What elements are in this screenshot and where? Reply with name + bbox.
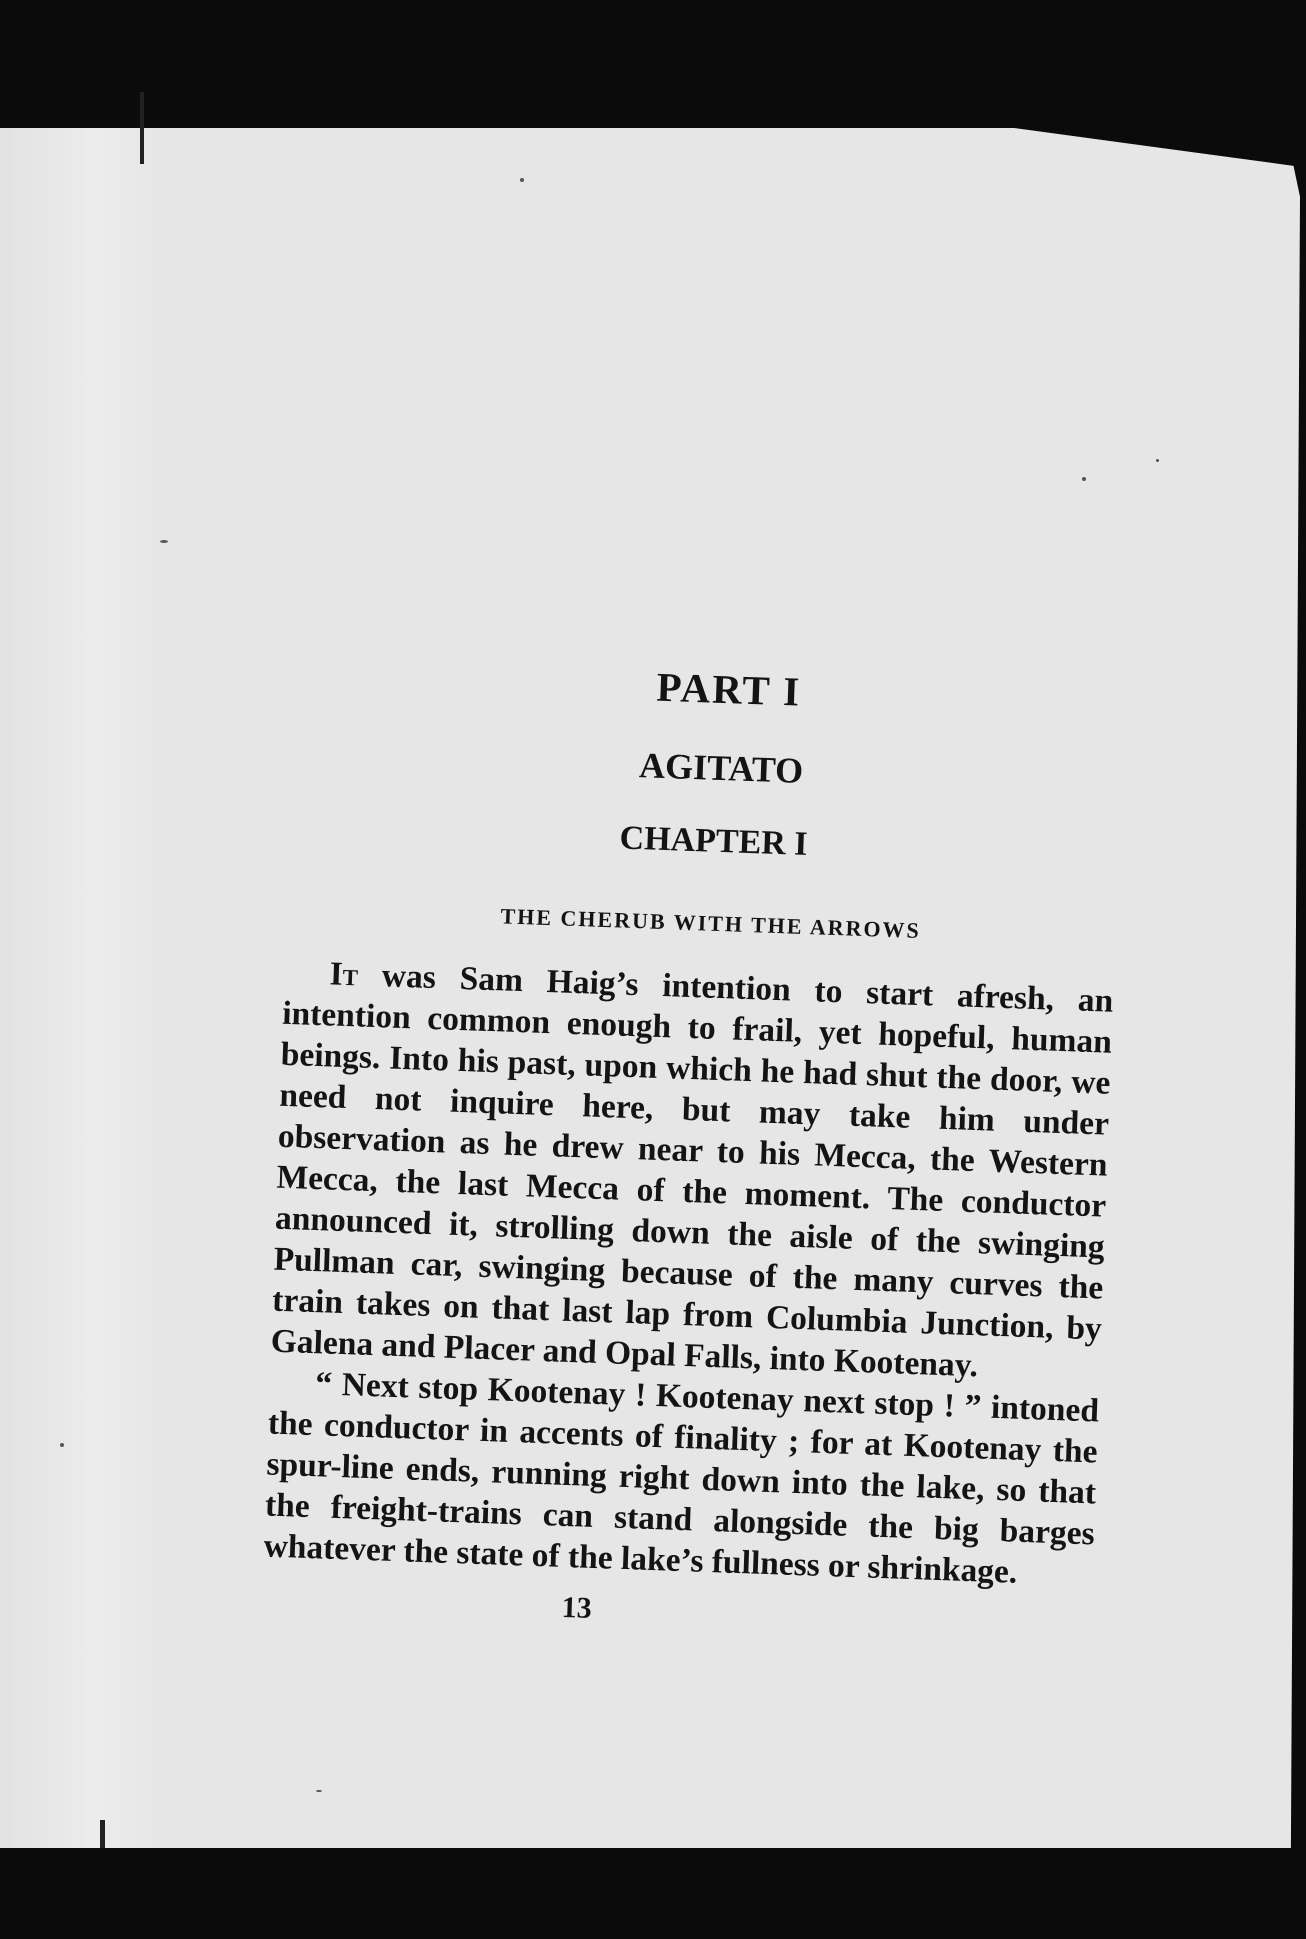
chapter-title: THE CHERUB WITH THE ARROWS [500,903,922,944]
chapter-heading: CHAPTER I [619,819,809,863]
paper-speck [60,1443,64,1447]
paragraph [270,952,1114,1391]
chapter-body [263,952,1114,1596]
page-text [261,650,1124,1643]
paper-speck [160,540,168,543]
part-heading: PART I [655,663,802,715]
paper-speck [316,1790,322,1792]
binding-mark [140,92,144,164]
page-number: 13 [561,1590,593,1625]
paper-speck [1082,477,1086,481]
paper-speck [1156,459,1159,462]
paragraph: “ Next stop Kootenay ! Kootenay next stop ! ” intoned the conductor in accents of finality ; for at Kootenay the spur-line ends, running right down into the lake, so that the freight-trains can stand alongside the big barges whatever the state of the lake’s fullness or shrinkage. [263,1365,1100,1591]
paragraph-lead-word: It [329,955,359,994]
paper-speck [520,178,524,182]
binding-mark [100,1820,105,1848]
section-heading: AGITATO [638,745,804,791]
page-gutter [0,128,160,1848]
paragraph-text: was Sam Haig’s intention to start afresh, an intention common enough to frail, yet hopeful, human beings. Into his past, upon which he had shut the door, we need not inquire here, but may take him under observation as he drew near to his Mecca, the Western Mecca, the last Mecca of the moment. The conductor announced it, strolling down the aisle of the swinging Pullman car, swinging because of the many curves the train takes on that last lap from Columbia Junction, by Galena and Placer and Opal Falls, into Kootenay. [270,956,1114,1385]
